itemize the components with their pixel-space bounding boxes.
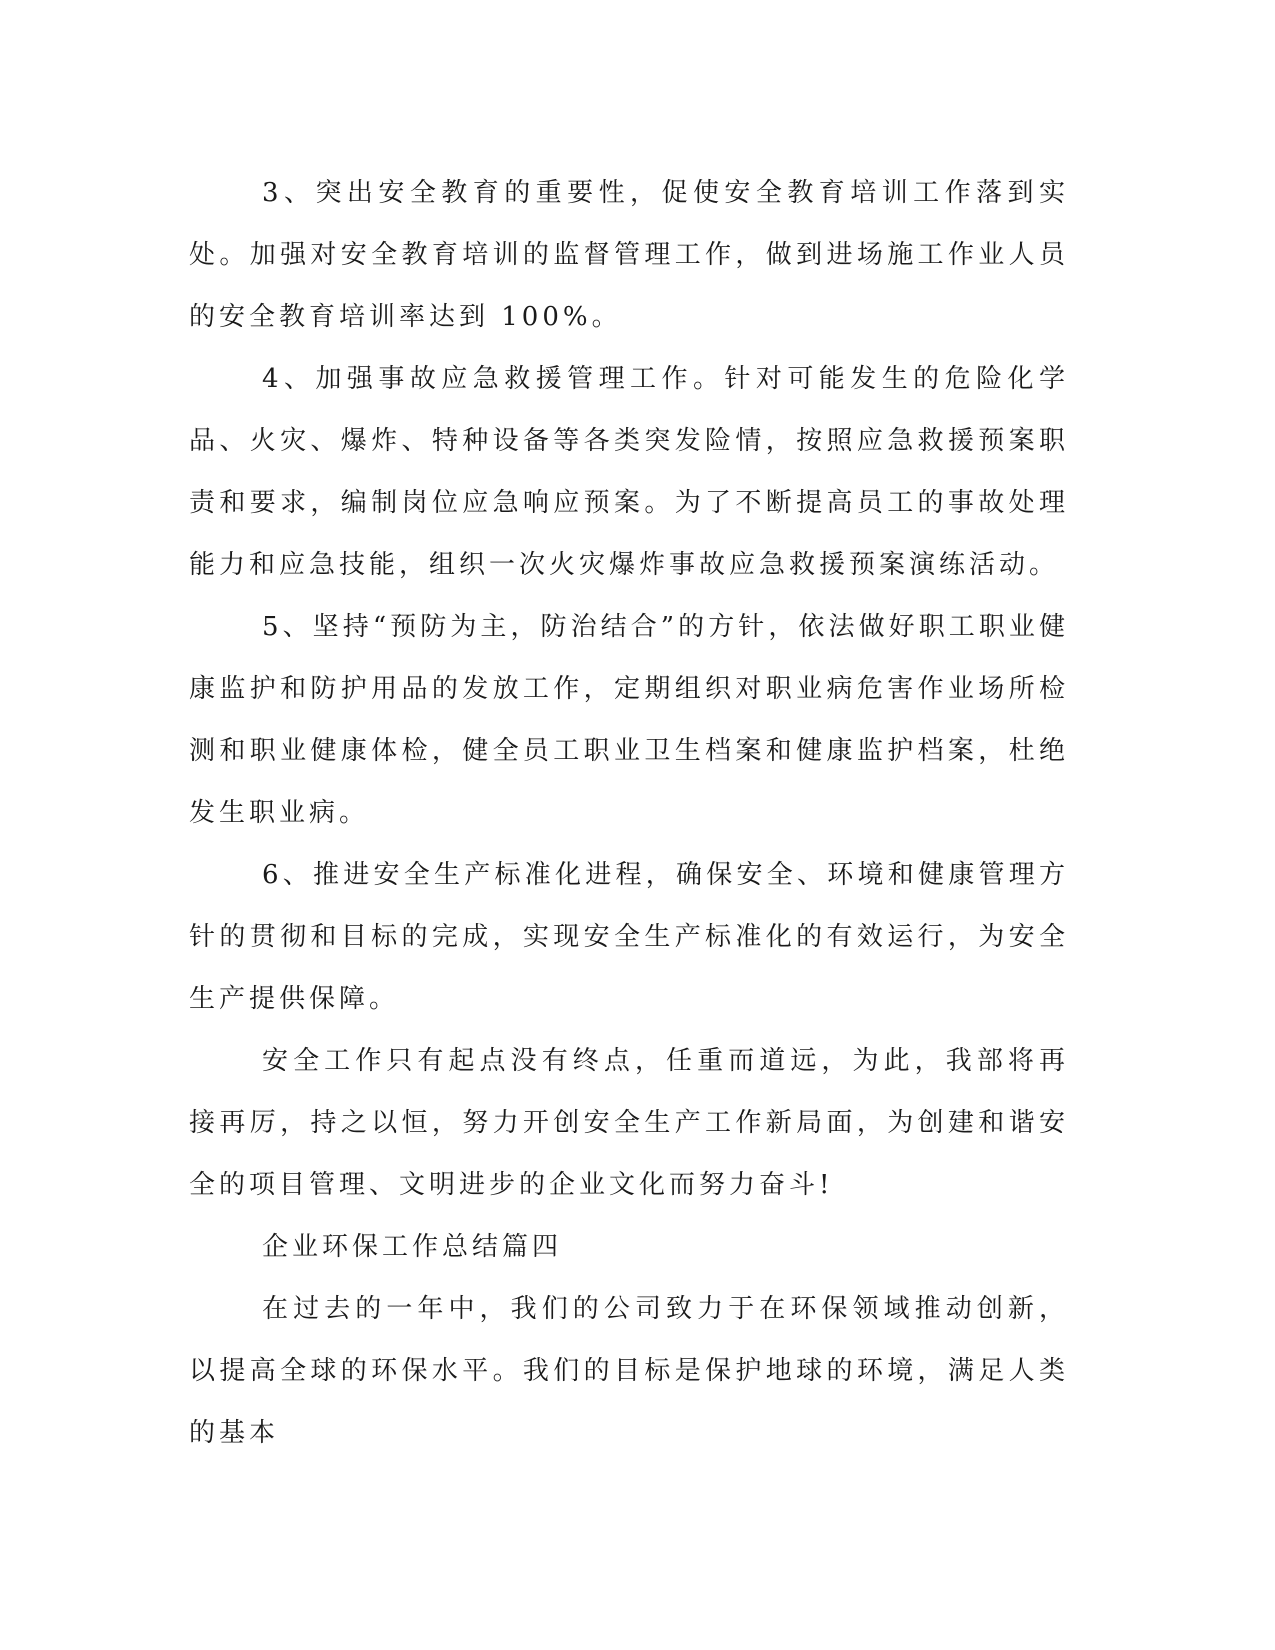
section-paragraph: 在过去的一年中，我们的公司致力于在环保领域推动创新，以提高全球的环保水平。我们的目标是保护地球的环境，满足人类的基本	[189, 1294, 1069, 1448]
document-body	[189, 162, 1069, 1464]
paragraph-item-3: 3、突出安全教育的重要性，促使安全教育培训工作落到实处。加强对安全教育培训的监督管理工作，做到进场施工作业人员的安全教育培训率达到 100%。	[189, 178, 1069, 332]
paragraph-item-6: 6、推进安全生产标准化进程，确保安全、环境和健康管理方针的贯彻和目标的完成，实现安全生产标准化的有效运行，为安全生产提供保障。	[189, 860, 1069, 1014]
paragraph-item-4: 4、加强事故应急救援管理工作。针对可能发生的危险化学品、火灾、爆炸、特种设备等各类突发险情，按照应急救援预案职责和要求，编制岗位应急响应预案。为了不断提高员工的事故处理能力和应急技能，组织一次火灾爆炸事故应急救援预案演练活动。	[189, 364, 1069, 580]
closing-paragraph: 安全工作只有起点没有终点，任重而道远，为此，我部将再接再厉，持之以恒，努力开创安全生产工作新局面，为创建和谐安全的项目管理、文明进步的企业文化而努力奋斗!	[189, 1046, 1069, 1200]
section-heading: 企业环保工作总结篇四	[262, 1232, 563, 1262]
paragraph-item-5: 5、坚持“预防为主，防治结合”的方针，依法做好职工职业健康监护和防护用品的发放工作，定期组织对职业病危害作业场所检测和职业健康体检，健全员工职业卫生档案和健康监护档案，杜绝发生职业病。	[189, 612, 1069, 828]
